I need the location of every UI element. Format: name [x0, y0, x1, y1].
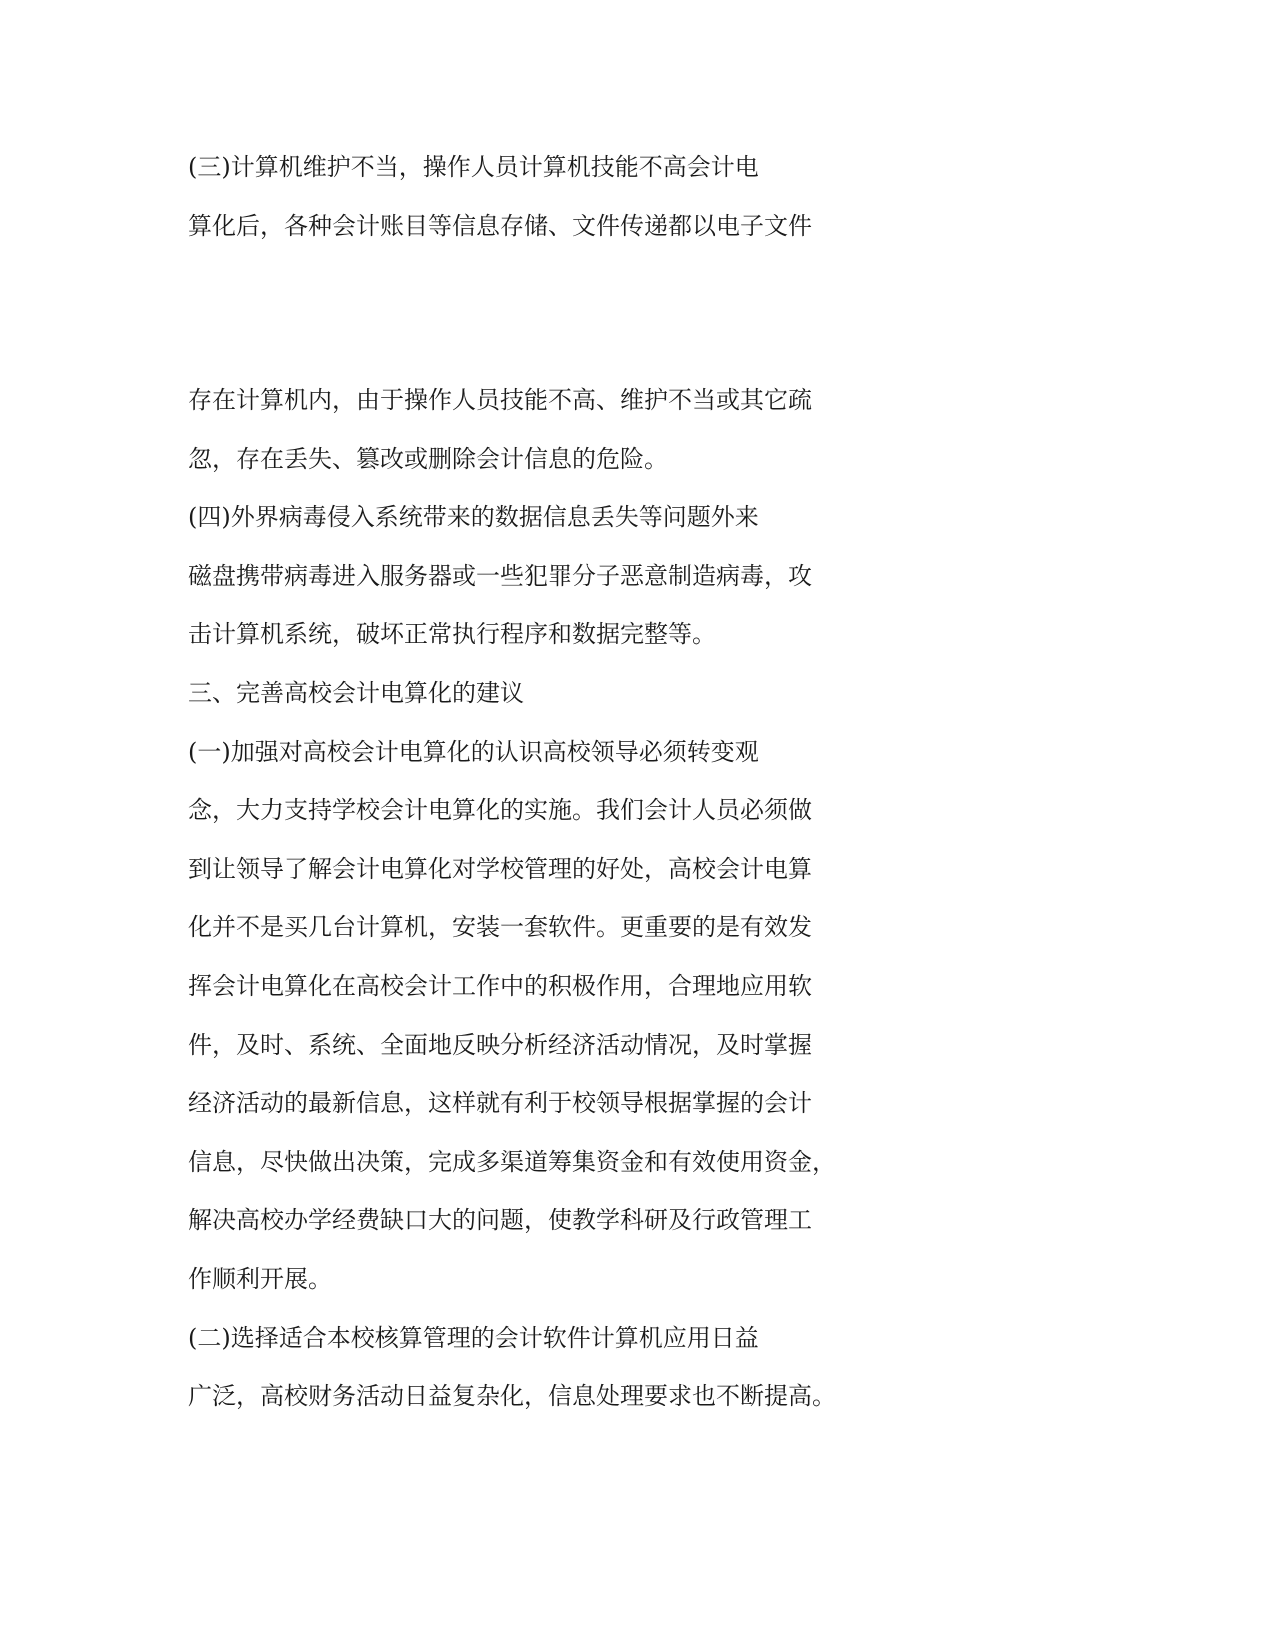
text-line: 信息，尽快做出决策，完成多渠道筹集资金和有效使用资金，: [188, 1148, 836, 1176]
text-line: 广泛，高校财务活动日益复杂化，信息处理要求也不断提高。: [188, 1382, 836, 1410]
section-heading: (四)外界病毒侵入系统带来的数据信息丢失等问题外来: [188, 503, 759, 531]
text-line: 作顺利开展。: [188, 1265, 332, 1293]
text-line: 到让领导了解会计电算化对学校管理的好处，高校会计电算: [188, 855, 812, 883]
text-line: 磁盘携带病毒进入服务器或一些犯罪分子恶意制造病毒，攻: [188, 562, 812, 590]
chapter-heading: 三、完善高校会计电算化的建议: [188, 679, 524, 707]
text-line: (三)计算机维护不当，操作人员计算机技能不高会计电: [188, 153, 759, 181]
text-line: 经济活动的最新信息，这样就有利于校领导根据掌握的会计: [188, 1089, 812, 1117]
text-line: 击计算机系统，破坏正常执行程序和数据完整等。: [188, 620, 716, 648]
section-heading: (一)加强对高校会计电算化的认识高校领导必须转变观: [188, 738, 759, 766]
text-line: 念，大力支持学校会计电算化的实施。我们会计人员必须做: [188, 796, 812, 824]
text-line: 化并不是买几台计算机，安装一套软件。更重要的是有效发: [188, 913, 812, 941]
section-heading: (二)选择适合本校核算管理的会计软件计算机应用日益: [188, 1324, 759, 1352]
text-line: 件，及时、系统、全面地反映分析经济活动情况，及时掌握: [188, 1031, 812, 1059]
text-line: 存在计算机内，由于操作人员技能不高、维护不当或其它疏: [188, 386, 812, 414]
text-line: 算化后，各种会计账目等信息存储、文件传递都以电子文件: [188, 212, 812, 240]
text-line: 解决高校办学经费缺口大的问题，使教学科研及行政管理工: [188, 1206, 812, 1234]
text-line: 忽，存在丢失、篡改或删除会计信息的危险。: [188, 445, 668, 473]
text-line: 挥会计电算化在高校会计工作中的积极作用，合理地应用软: [188, 972, 812, 1000]
